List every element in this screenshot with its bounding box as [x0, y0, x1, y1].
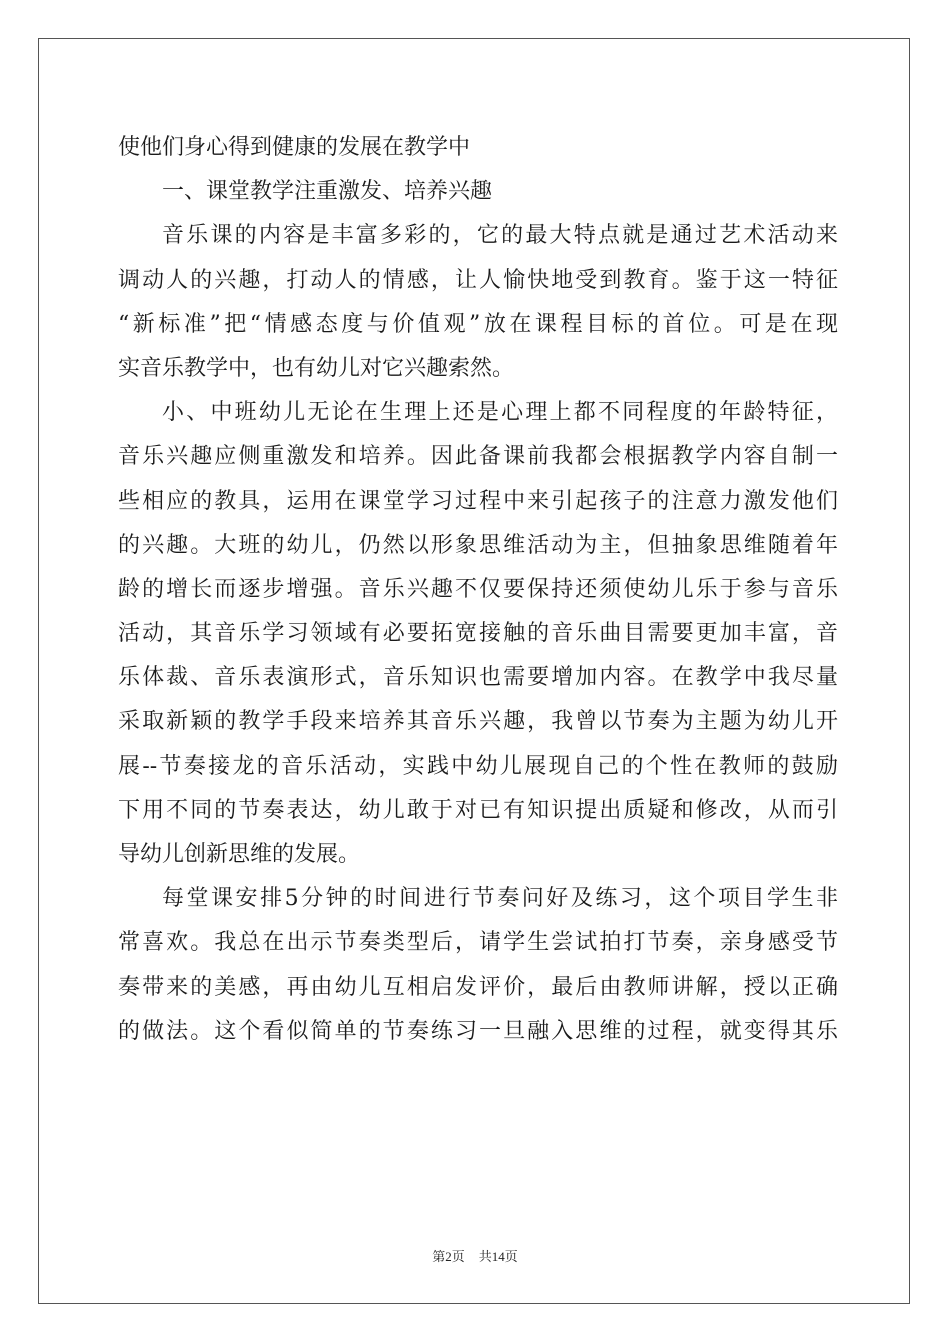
text-line: 小、中班幼儿无论在生理上还是心理上都不同程度的年龄特征，	[162, 400, 838, 426]
text-line: 每堂课安排5分钟的时间进行节奏问好及练习，这个项目学生非	[162, 886, 838, 912]
document-body	[118, 126, 838, 1054]
text-line: 使他们身心得到健康的发展在教学中	[118, 135, 471, 160]
text-line: “新标准”把“情感态度与价值观”放在课程目标的首位。可是在现	[118, 311, 838, 337]
text-line: 展--节奏接龙的音乐活动，实践中幼儿展现自己的个性在教师的鼓励	[118, 753, 838, 779]
total-page-count: 共14页	[478, 1249, 518, 1264]
section-heading: 一、课堂教学注重激发、培养兴趣	[162, 179, 493, 205]
text-line: 音乐课的内容是丰富多彩的，它的最大特点就是通过艺术活动来	[162, 223, 838, 249]
current-page-number: 第2页	[432, 1249, 465, 1264]
text-line: 的做法。这个看似简单的节奏练习一旦融入思维的过程，就变得其乐	[118, 1018, 838, 1044]
text-line: 龄的增长而逐步增强。音乐兴趣不仅要保持还须使幼儿乐于参与音乐	[118, 576, 838, 602]
text-line: 的兴趣。大班的幼儿，仍然以形象思维活动为主，但抽象思维随着年	[118, 532, 838, 558]
text-line: 采取新颖的教学手段来培养其音乐兴趣，我曾以节奏为主题为幼儿开	[118, 709, 838, 735]
text-line: 导幼儿创新思维的发展。	[118, 842, 361, 867]
text-line: 音乐兴趣应侧重激发和培养。因此备课前我都会根据教学内容自制一	[118, 444, 838, 470]
page-footer	[0, 1246, 950, 1265]
text-line: 活动，其音乐学习领域有必要拓宽接触的音乐曲目需要更加丰富，音	[118, 621, 838, 647]
text-line: 乐体裁、音乐表演形式，音乐知识也需要增加内容。在教学中我尽量	[118, 665, 838, 691]
text-line: 调动人的兴趣，打动人的情感，让人愉快地受到教育。鉴于这一特征	[118, 267, 838, 293]
text-line: 常喜欢。我总在出示节奏类型后，请学生尝试拍打节奏，亲身感受节	[118, 930, 838, 956]
text-line: 实音乐教学中，也有幼儿对它兴趣索然。	[118, 355, 515, 381]
text-line: 下用不同的节奏表达，幼儿敢于对已有知识提出质疑和修改，从而引	[118, 797, 838, 823]
text-line: 些相应的教具，运用在课堂学习过程中来引起孩子的注意力激发他们	[118, 488, 838, 514]
text-line: 奏带来的美感，再由幼儿互相启发评价，最后由教师讲解，授以正确	[118, 974, 838, 1000]
